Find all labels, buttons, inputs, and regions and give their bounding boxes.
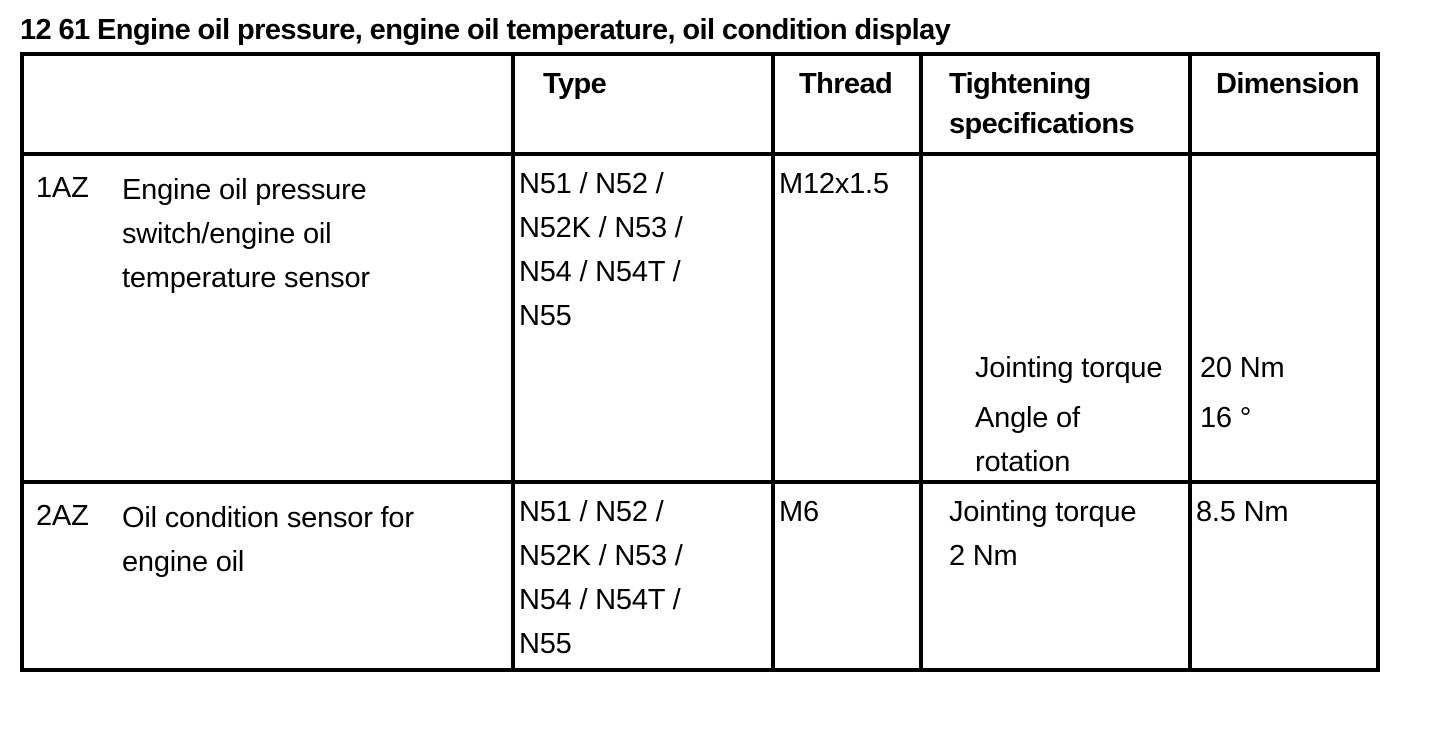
header-thread: Thread xyxy=(773,54,921,154)
tightening-specs xyxy=(923,484,1188,578)
engine-types xyxy=(515,484,771,666)
item-id: 1AZ xyxy=(36,172,89,204)
description-line: switch/engine oil xyxy=(122,218,332,250)
type-line: N51 / N52 / xyxy=(519,168,664,200)
type-line: N54 / N54T / xyxy=(519,256,681,288)
tightening-cell xyxy=(921,482,1190,670)
engine-types xyxy=(515,156,771,338)
item-description xyxy=(122,496,502,584)
header-type: Type xyxy=(513,54,773,154)
header-tightening-line1: Tightening xyxy=(949,68,1091,100)
item-id: 2AZ xyxy=(36,500,89,532)
item-cell xyxy=(22,154,513,482)
description-line: Oil condition sensor for xyxy=(122,502,414,534)
type-line: N52K / N53 / xyxy=(519,212,683,244)
table-row xyxy=(22,482,1378,670)
document-title: 12 61 Engine oil pressure, engine oil temperature, oil condition display xyxy=(20,14,951,46)
header-tightening-specifications xyxy=(921,54,1190,154)
spec-label: rotation xyxy=(975,446,1071,478)
header-item xyxy=(22,54,513,154)
thread-value: M6 xyxy=(779,496,819,528)
specification-table xyxy=(20,52,1380,672)
spec-label: 2 Nm xyxy=(949,540,1018,572)
tightening-cell xyxy=(921,154,1190,482)
header-dimension: Dimension xyxy=(1190,54,1378,154)
spec-label: Jointing torque xyxy=(949,496,1137,528)
type-line: N51 / N52 / xyxy=(519,496,664,528)
description-line: Engine oil pressure xyxy=(122,174,367,206)
item-description xyxy=(122,168,502,300)
type-cell xyxy=(513,482,773,670)
header-tightening-line2: specifications xyxy=(949,108,1134,140)
spec-label: Angle of xyxy=(975,402,1080,434)
description-line: engine oil xyxy=(122,546,245,578)
tightening-specs xyxy=(949,340,1215,484)
dimension-value: 20 Nm xyxy=(1200,352,1285,384)
dimension-value: 8.5 Nm xyxy=(1196,496,1289,528)
thread-value: M12x1.5 xyxy=(779,168,889,200)
table-header-row xyxy=(22,54,1378,154)
type-line: N55 xyxy=(519,300,572,332)
dimension-cell xyxy=(1190,154,1378,482)
type-line: N54 / N54T / xyxy=(519,584,681,616)
dimension-cell xyxy=(1190,482,1378,670)
description-line: temperature sensor xyxy=(122,262,370,294)
item-cell xyxy=(22,482,513,670)
type-cell xyxy=(513,154,773,482)
thread-cell xyxy=(773,482,921,670)
table-row xyxy=(22,154,1378,482)
type-line: N52K / N53 / xyxy=(519,540,683,572)
thread-cell xyxy=(773,154,921,482)
type-line: N55 xyxy=(519,628,572,660)
dimension-value: 16 ° xyxy=(1200,402,1252,434)
dimension-values xyxy=(1196,340,1284,440)
spec-label: Jointing torque xyxy=(975,352,1163,384)
